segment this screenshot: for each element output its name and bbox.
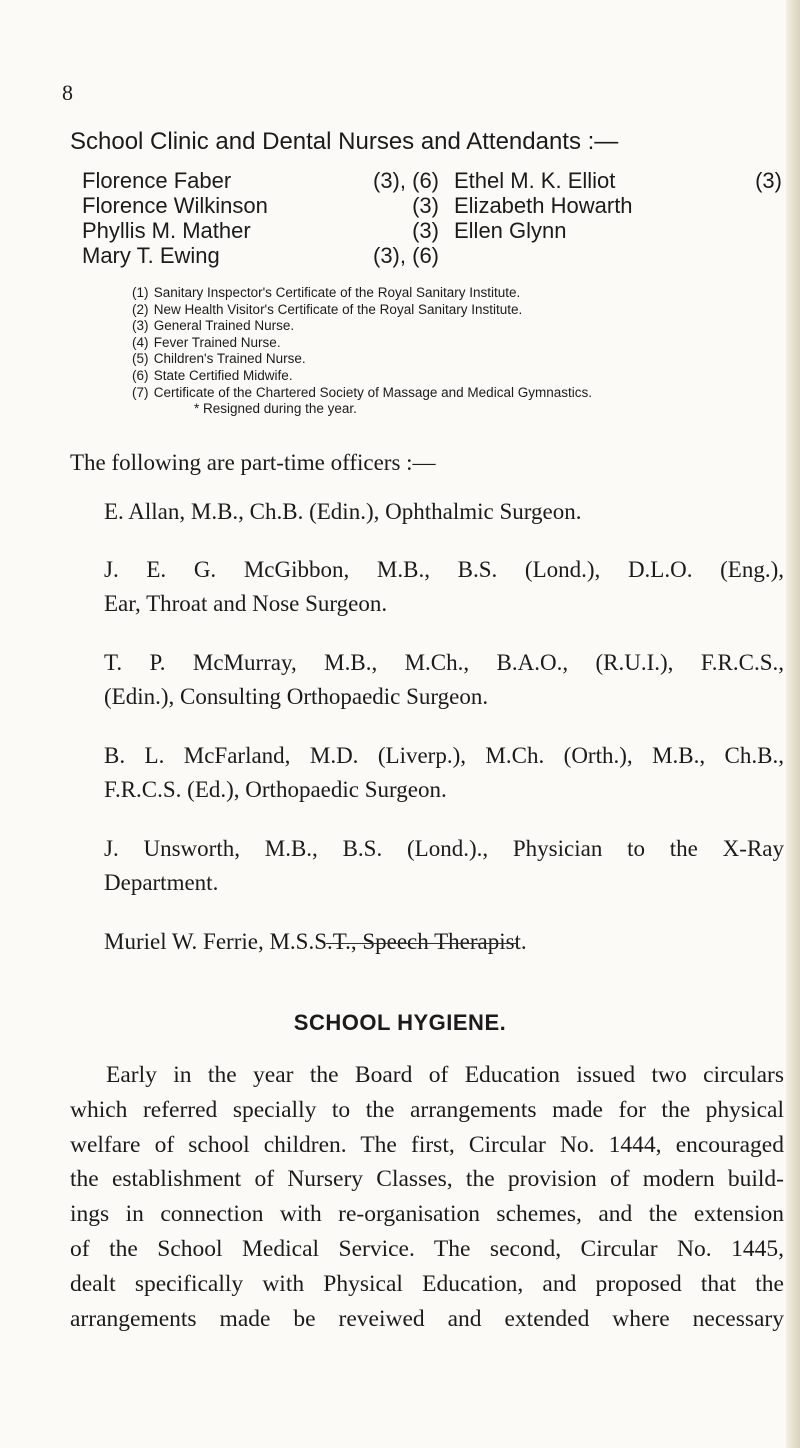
staff-row — [82, 193, 782, 218]
footnote-number: (1) — [132, 285, 149, 300]
officer-line: Department. — [104, 870, 219, 895]
footnote-text: New Health Visitor's Certificate of the Royal Sanitary Institute. — [153, 301, 523, 317]
footnote-number: (3) — [132, 318, 149, 334]
footnote — [132, 285, 752, 302]
footnote — [132, 335, 752, 352]
staff-name: Phyllis M. Mather — [82, 218, 251, 243]
officer-entry — [104, 495, 784, 529]
officer-entry — [104, 739, 784, 807]
officer-line: J. Unsworth, M.B., B.S. (Lond.)., Physician to the X-Ray — [104, 836, 784, 861]
paragraph-line: arrangements made be reveiwed and extended where necessary — [70, 1305, 784, 1332]
footnote-text: Fever Trained Nurse. — [153, 334, 281, 350]
qualification-footnotes — [132, 285, 752, 418]
staff-qualification: (3), (6) — [373, 243, 439, 268]
resigned-note: * Resigned during the year. — [194, 401, 357, 417]
staff-qualification: (3) — [412, 193, 439, 218]
officer-entry — [104, 925, 784, 959]
page-number: 8 — [62, 80, 73, 105]
officer-entry — [104, 646, 784, 714]
paragraph-line: ings in connection with re-organisation schemes, and the extension — [70, 1201, 784, 1228]
staff-qualification: (3) — [412, 218, 439, 243]
paragraph-line: Early in the year the Board of Education issued two circulars — [106, 1062, 784, 1088]
footnote-text: State Certified Midwife. — [153, 367, 293, 383]
footnote-number: (4) — [132, 334, 149, 350]
clinic-staff-list — [82, 168, 782, 278]
section-divider — [326, 943, 516, 944]
officer-line: F.R.C.S. (Ed.), Orthopaedic Surgeon. — [104, 777, 447, 802]
officer-line: J. E. G. McGibbon, M.B., B.S. (Lond.), D.L.O. (Eng.), — [104, 557, 784, 582]
section-title: SCHOOL HYGIENE. — [293, 1010, 507, 1035]
paragraph-line: the establishment of Nursery Classes, the provision of modern build- — [70, 1166, 784, 1193]
paragraph-line: welfare of school children. The first, Circular No. 1444, encouraged — [70, 1131, 784, 1158]
staff-row — [82, 243, 782, 268]
staff-qualification: (3), (6) — [373, 168, 439, 193]
page-edge — [786, 0, 800, 1448]
officer-line: T. P. McMurray, M.B., M.Ch., B.A.O., (R.U.I.), F.R.C.S., — [104, 650, 784, 675]
footnote — [132, 318, 752, 335]
paragraph-line: which referred specially to the arrangements made for the physical — [70, 1096, 784, 1123]
footnote-number: (2) — [132, 301, 149, 317]
footnote-text: Sanitary Inspector's Certificate of the Royal Sanitary Institute. — [153, 285, 521, 300]
staff-name: Florence Faber — [82, 168, 232, 193]
footnote — [132, 368, 752, 385]
officer-line: (Edin.), Consulting Orthopaedic Surgeon. — [104, 684, 489, 709]
footnote-text: General Trained Nurse. — [153, 318, 295, 334]
staff-name: Florence Wilkinson — [82, 193, 268, 218]
officer-entry — [104, 553, 784, 621]
staff-row — [82, 168, 782, 193]
staff-name: Ethel M. K. Elliot — [454, 168, 616, 193]
footnote — [132, 351, 752, 368]
part-time-intro: The following are part-time officers :— — [70, 450, 436, 475]
footnote-text: Certificate of the Chartered Society of Massage and Medical Gymnastics. — [153, 384, 592, 400]
staff-name: Mary T. Ewing — [82, 243, 220, 268]
footnote — [132, 385, 752, 402]
officer-line: E. Allan, M.B., Ch.B. (Edin.), Ophthalmic Surgeon. — [104, 499, 582, 524]
staff-name: Elizabeth Howarth — [454, 193, 633, 218]
footnote-text: Children's Trained Nurse. — [153, 351, 306, 367]
footnote-number: (5) — [132, 351, 149, 367]
officer-entry — [104, 832, 784, 900]
staff-name: Ellen Glynn — [454, 218, 567, 243]
footnote-number: (6) — [132, 367, 149, 383]
paragraph-line: of the School Medical Service. The second, Circular No. 1445, — [70, 1235, 784, 1262]
officer-line: B. L. McFarland, M.D. (Liverp.), M.Ch. (Orth.), M.B., Ch.B., — [104, 743, 784, 768]
school-hygiene-paragraph — [70, 1058, 784, 1336]
clinic-staff-heading: School Clinic and Dental Nurses and Attendants :— — [70, 128, 619, 155]
staff-row — [82, 218, 782, 243]
footnote-number: (7) — [132, 384, 149, 400]
staff-qualification: (3) — [755, 168, 782, 193]
paragraph-line: dealt specifically with Physical Education, and proposed that the — [70, 1270, 784, 1297]
officer-line: Muriel W. Ferrie, M.S.S.T., Speech Therapist. — [104, 929, 527, 954]
officer-line: Ear, Throat and Nose Surgeon. — [104, 591, 388, 616]
footnote — [132, 302, 752, 319]
